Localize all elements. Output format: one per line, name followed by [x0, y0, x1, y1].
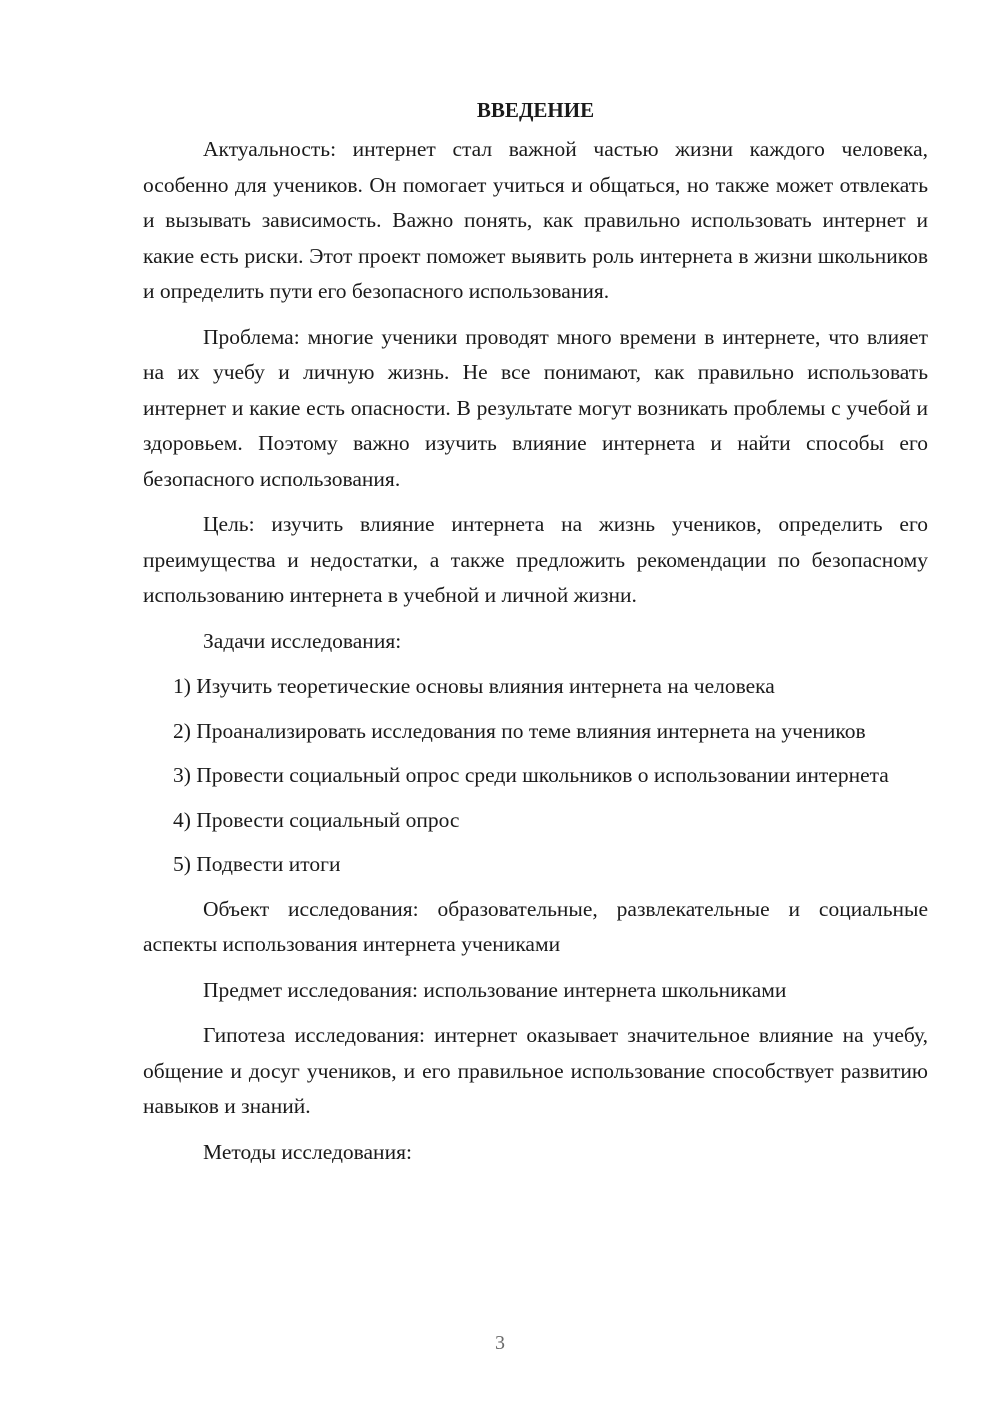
tasks-heading: Задачи исследования: — [203, 628, 402, 653]
methods-heading: Методы исследования: — [203, 1139, 412, 1164]
hypothesis-paragraph: Гипотеза исследования: интернет оказывает значительное влияние на учебу, общение и досуг учеников, и его правильное использование способствует развитию навыков и знаний. — [143, 1023, 928, 1118]
task-item: 3) Провести социальный опрос среди школьников о использовании интернета — [173, 763, 889, 787]
task-item: 4) Провести социальный опрос — [173, 807, 460, 832]
subject-paragraph: Предмет исследования: использование интернета школьниками — [203, 977, 787, 1002]
document-page — [143, 92, 928, 1180]
object-paragraph: Объект исследования: образовательные, развлекательные и социальные аспекты использования интернета учениками — [143, 896, 928, 956]
page-number: 3 — [495, 1332, 505, 1354]
problem-paragraph: Проблема: многие ученики проводят много времени в интернете, что влияет на их учебу и личную жизнь. Не все понимают, как правильно использовать интернет и какие есть опасности. В результате могут возникать проблемы с учебой и здоровьем. Поэтому важно изучить влияние интернета и найти способы его безопасного использования. — [143, 324, 928, 491]
actuality-paragraph: Актуальность: интернет стал важной частью жизни каждого человека, особенно для учеников. Он помогает учиться и общаться, но также может отвлекать и вызывать зависимость. Важно понять, как правильно использовать интернет и какие есть риски. Этот проект поможет выявить роль интернета в жизни школьников и определить пути его безопасного использования. — [143, 137, 928, 303]
task-item: 2) Проанализировать исследования по теме влияния интернета на учеников — [173, 718, 866, 743]
page-title: ВВЕДЕНИЕ — [476, 98, 595, 122]
goal-paragraph: Цель: изучить влияние интернета на жизнь учеников, определить его преимущества и недостатки, а также предложить рекомендации по безопасному использованию интернета в учебной и личной жизни. — [143, 512, 928, 607]
tasks-list — [143, 669, 928, 883]
task-item: 5) Подвести итоги — [173, 852, 341, 876]
task-item: 1) Изучить теоретические основы влияния интернета на человека — [173, 674, 775, 698]
